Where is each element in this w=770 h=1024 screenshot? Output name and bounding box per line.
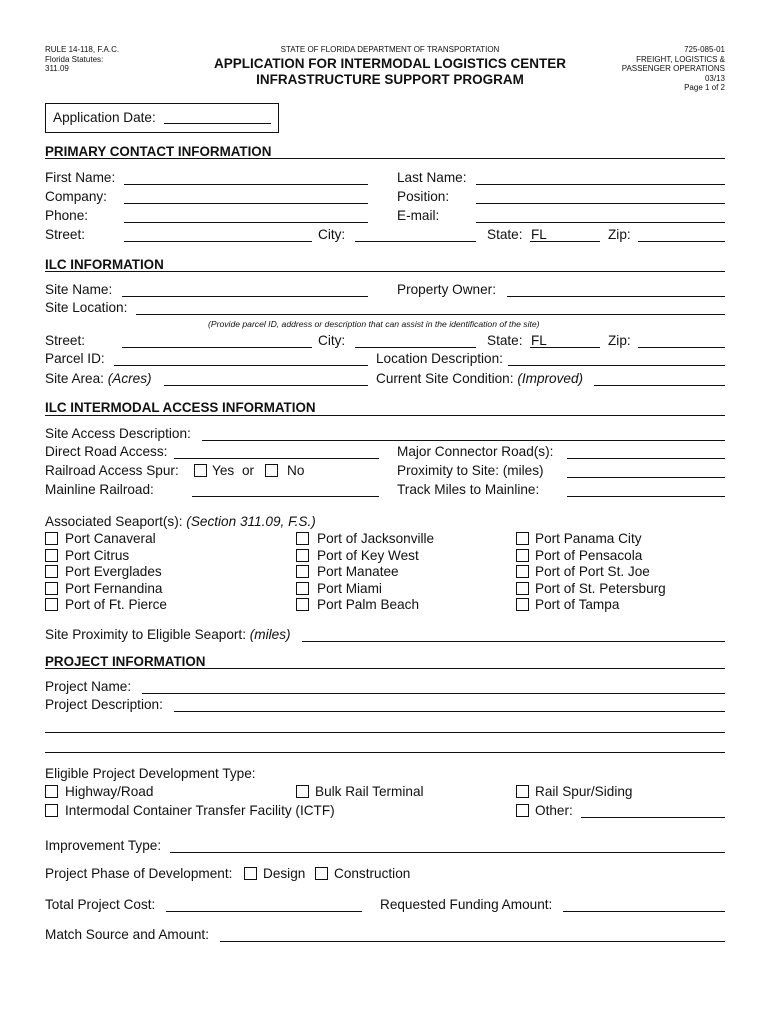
ilc-city-field[interactable] <box>355 333 476 348</box>
site-location-field[interactable] <box>136 300 725 315</box>
bulk-rail-label: Bulk Rail Terminal <box>315 784 424 799</box>
street-label: Street: <box>45 227 86 242</box>
other-field[interactable] <box>581 803 725 818</box>
highway-road-checkbox[interactable] <box>45 785 58 798</box>
parcel-id-label: Parcel ID: <box>45 351 105 366</box>
seaport-label: Port Canaveral <box>65 531 156 546</box>
seaport-label: Port of Jacksonville <box>317 531 435 546</box>
phone-field[interactable] <box>124 208 368 223</box>
seaport-label: Port of St. Petersburg <box>535 581 666 596</box>
seaport-checkbox[interactable] <box>516 565 529 578</box>
site-name-field[interactable] <box>122 282 368 297</box>
project-name-field[interactable] <box>142 679 725 694</box>
office-line: PASSENGER OPERATIONS <box>621 64 725 73</box>
section-rule <box>45 158 725 159</box>
proximity-text: Proximity to Site: <box>397 463 499 478</box>
site-proximity-text: Site Proximity to Eligible Seaport: <box>45 627 246 642</box>
track-miles-label: Track Miles to Mainline: <box>397 482 540 497</box>
current-condition-field[interactable] <box>594 371 725 386</box>
department-name: STATE OF FLORIDA DEPARTMENT OF TRANSPORTATION <box>280 45 500 54</box>
proximity-unit: (miles) <box>502 463 544 478</box>
site-area-unit: (Acres) <box>107 371 152 386</box>
ilc-state-value: FL <box>531 333 547 348</box>
office-line: FREIGHT, LOGISTICS & <box>636 54 725 64</box>
seaports-label <box>45 514 316 530</box>
spur-or-label: or <box>242 463 255 478</box>
seaport-label: Port of Ft. Pierce <box>65 597 167 612</box>
direct-road-access-field[interactable] <box>174 444 379 459</box>
site-proximity-unit: (miles) <box>249 627 291 642</box>
seaport-label: Port Miami <box>317 581 382 596</box>
major-connector-label: Major Connector Road(s): <box>397 444 554 459</box>
spur-no-checkbox[interactable] <box>265 464 278 477</box>
seaport-checkbox[interactable] <box>45 598 58 611</box>
ilc-info-heading: ILC INFORMATION <box>45 257 164 272</box>
match-source-field[interactable] <box>220 927 725 942</box>
project-info-heading: PROJECT INFORMATION <box>45 654 206 669</box>
phase-label: Project Phase of Development: <box>45 866 233 881</box>
project-description-line[interactable] <box>45 718 725 733</box>
form-number-block <box>622 45 725 93</box>
position-label: Position: <box>397 189 450 204</box>
current-condition-note: (Improved) <box>517 371 584 386</box>
application-date-label: Application Date: <box>53 110 156 125</box>
design-label: Design <box>263 866 306 881</box>
street-field[interactable] <box>124 227 312 242</box>
section-rule <box>45 415 725 416</box>
site-area-label <box>45 371 152 387</box>
last-name-label: Last Name: <box>397 170 467 185</box>
seaport-label: Port of Tampa <box>535 597 620 612</box>
design-checkbox[interactable] <box>244 867 257 880</box>
seaport-label: Port Citrus <box>65 548 130 563</box>
seaports-note: (Section 311.09, F.S.) <box>186 514 316 529</box>
total-cost-field[interactable] <box>166 897 362 912</box>
total-cost-label: Total Project Cost: <box>45 897 156 912</box>
track-miles-field[interactable] <box>567 482 725 497</box>
site-location-hint: (Provide parcel ID, address or description that can assist in the identification of the site) <box>208 319 540 329</box>
dev-type-label: Eligible Project Development Type: <box>45 766 256 781</box>
email-field[interactable] <box>476 208 725 223</box>
form-title-line2: INFRASTRUCTURE SUPPORT PROGRAM <box>256 72 524 87</box>
primary-contact-heading: PRIMARY CONTACT INFORMATION <box>45 144 272 159</box>
match-source-label: Match Source and Amount: <box>45 927 209 942</box>
current-condition-text: Current Site Condition: <box>376 371 514 386</box>
form-number: 725-085-01 <box>684 45 725 54</box>
seaport-label: Port Everglades <box>65 564 162 579</box>
improvement-type-label: Improvement Type: <box>45 838 162 853</box>
site-area-field[interactable] <box>164 371 368 386</box>
seaport-label: Port Panama City <box>535 531 642 546</box>
site-access-description-label: Site Access Description: <box>45 426 191 441</box>
email-label: E-mail: <box>397 208 440 223</box>
parcel-id-field[interactable] <box>114 351 368 366</box>
first-name-field[interactable] <box>124 170 368 185</box>
revision-date: 03/13 <box>704 73 725 83</box>
seaport-checkbox[interactable] <box>516 549 529 562</box>
state-label: State: <box>487 227 523 242</box>
improvement-type-field[interactable] <box>170 838 725 853</box>
seaport-checkbox[interactable] <box>45 549 58 562</box>
seaport-label: Port of Port St. Joe <box>535 564 650 579</box>
ictf-label: Intermodal Container Transfer Facility (ICTF) <box>65 803 335 818</box>
seaport-checkbox[interactable] <box>296 565 309 578</box>
rule-line: 311.09 <box>45 64 69 73</box>
spur-yes-checkbox[interactable] <box>194 464 207 477</box>
requested-funding-label: Requested Funding Amount: <box>380 897 553 912</box>
seaport-checkbox[interactable] <box>296 582 309 595</box>
form-title-line1: APPLICATION FOR INTERMODAL LOGISTICS CENTER <box>213 56 566 71</box>
seaport-checkbox[interactable] <box>516 598 529 611</box>
ilc-zip-label: Zip: <box>608 333 631 348</box>
project-description-line[interactable] <box>45 738 725 753</box>
site-access-description-field[interactable] <box>202 426 725 441</box>
first-name-label: First Name: <box>45 170 116 185</box>
seaport-checkbox[interactable] <box>45 532 58 545</box>
company-field[interactable] <box>124 189 368 204</box>
proximity-to-site-field[interactable] <box>567 463 725 478</box>
ictf-checkbox[interactable] <box>45 804 58 817</box>
project-description-label: Project Description: <box>45 697 163 712</box>
seaport-checkbox[interactable] <box>516 532 529 545</box>
seaport-checkbox[interactable] <box>296 549 309 562</box>
position-field[interactable] <box>476 189 725 204</box>
rule-line: RULE 14-118, F.A.C. <box>45 45 120 54</box>
zip-field[interactable] <box>638 227 725 242</box>
seaport-label: Port of Key West <box>317 548 419 563</box>
seaports-text: Associated Seaport(s): <box>45 514 183 529</box>
location-description-field[interactable] <box>508 351 725 366</box>
site-name-label: Site Name: <box>45 282 113 297</box>
other-checkbox[interactable] <box>516 804 529 817</box>
ilc-zip-field[interactable] <box>638 333 725 348</box>
rule-line: Florida Statutes: <box>45 54 104 64</box>
construction-checkbox[interactable] <box>315 867 328 880</box>
property-owner-field[interactable] <box>507 282 725 297</box>
spur-yes-label: Yes <box>212 463 235 478</box>
project-name-label: Project Name: <box>45 679 132 694</box>
seaport-label: Port Manatee <box>317 564 399 579</box>
site-location-label: Site Location: <box>45 300 128 315</box>
site-area-text: Site Area: <box>45 371 104 386</box>
requested-funding-field[interactable] <box>563 897 725 912</box>
ilc-street-label: Street: <box>45 333 86 348</box>
phone-label: Phone: <box>45 208 89 223</box>
seaport-label: Port Fernandina <box>65 581 163 596</box>
location-description-label: Location Description: <box>376 351 503 366</box>
spur-no-label: No <box>287 463 305 478</box>
seaport-checkbox[interactable] <box>516 582 529 595</box>
section-rule <box>45 668 725 669</box>
ilc-street-field[interactable] <box>122 333 312 348</box>
site-proximity-label <box>45 627 291 643</box>
current-condition-label <box>376 371 583 387</box>
proximity-to-site-label <box>397 463 544 479</box>
other-label: Other: <box>535 803 573 818</box>
last-name-field[interactable] <box>476 170 725 185</box>
ilc-state-label: State: <box>487 333 523 348</box>
project-description-field[interactable] <box>174 697 725 712</box>
company-label: Company: <box>45 189 107 204</box>
state-value: FL <box>531 227 547 242</box>
site-proximity-field[interactable] <box>302 627 725 642</box>
application-date-field[interactable] <box>164 109 271 124</box>
seaport-label: Port Palm Beach <box>317 597 419 612</box>
seaport-label: Port of Pensacola <box>535 548 643 563</box>
zip-label: Zip: <box>608 227 631 242</box>
seaport-checkbox[interactable] <box>45 582 58 595</box>
city-label: City: <box>318 227 346 242</box>
mainline-railroad-field[interactable] <box>192 482 379 497</box>
mainline-railroad-label: Mainline Railroad: <box>45 482 154 497</box>
rail-spur-label: Rail Spur/Siding <box>535 784 633 799</box>
city-field[interactable] <box>355 227 476 242</box>
section-rule <box>45 271 725 272</box>
access-info-heading: ILC INTERMODAL ACCESS INFORMATION <box>45 400 316 415</box>
seaport-checkbox[interactable] <box>296 532 309 545</box>
rail-spur-checkbox[interactable] <box>516 785 529 798</box>
bulk-rail-checkbox[interactable] <box>296 785 309 798</box>
major-connector-field[interactable] <box>567 444 725 459</box>
construction-label: Construction <box>334 866 411 881</box>
property-owner-label: Property Owner: <box>397 282 496 297</box>
direct-road-access-label: Direct Road Access: <box>45 444 168 459</box>
highway-road-label: Highway/Road <box>65 784 154 799</box>
seaport-checkbox[interactable] <box>45 565 58 578</box>
seaport-checkbox[interactable] <box>296 598 309 611</box>
page-number: Page 1 of 2 <box>684 83 725 92</box>
railroad-spur-label: Railroad Access Spur: <box>45 463 179 478</box>
ilc-city-label: City: <box>318 333 346 348</box>
